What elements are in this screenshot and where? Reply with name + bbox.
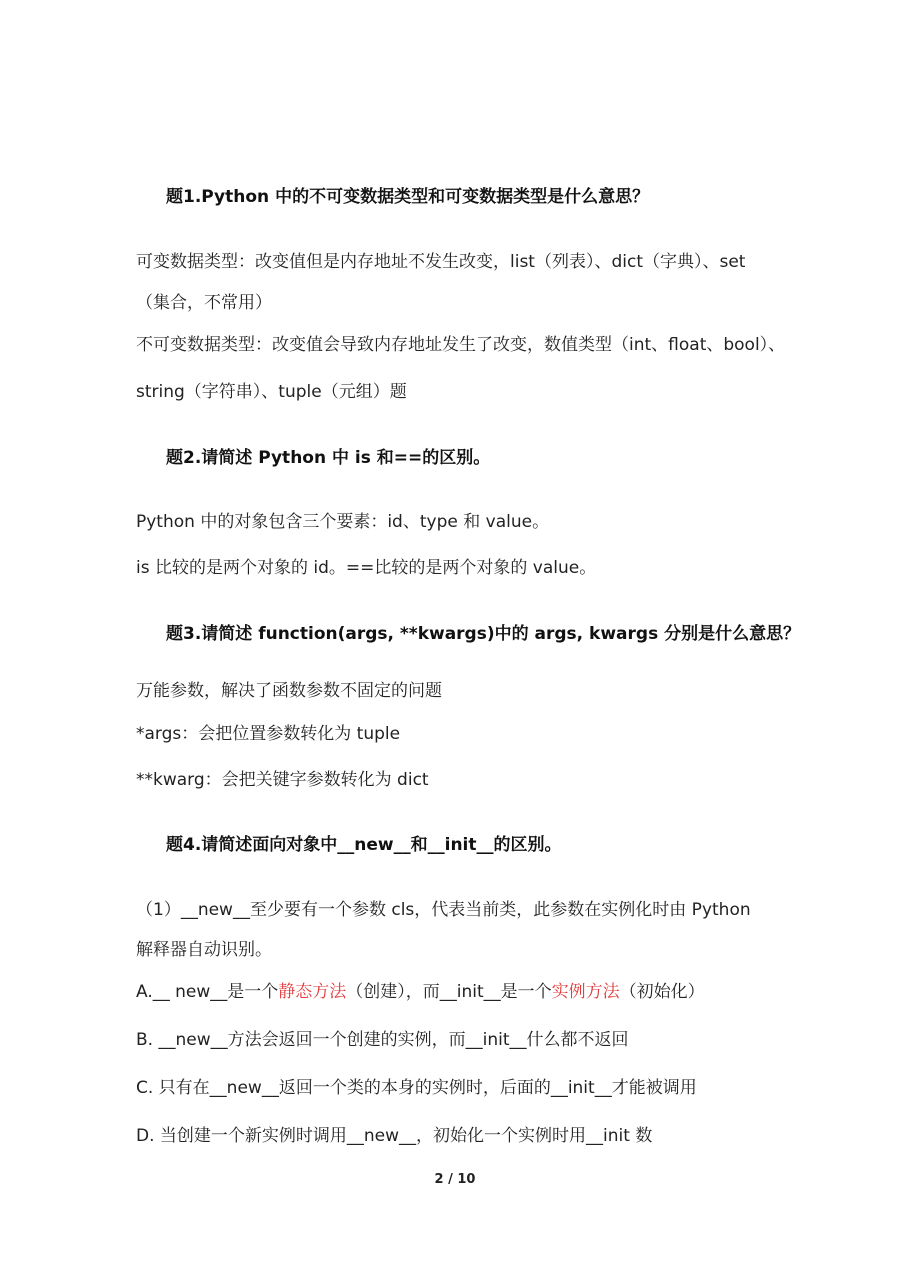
option-c: C. 只有在__new__返回一个类的本身的实例时，后面的__init__才能被调用: [136, 1078, 697, 1098]
answer-2-line-1: Python 中的对象包含三个要素：id、type 和 value。: [136, 512, 550, 532]
answer-1-line-3: 不可变数据类型：改变值会导致内存地址发生了改变，数值类型（int、float、bool）、: [136, 335, 786, 355]
question-1-title: 题1.Python 中的不可变数据类型和可变数据类型是什么意思？: [166, 187, 650, 207]
option-a: [136, 980, 705, 1004]
answer-3-line-2: *args：会把位置参数转化为 tuple: [136, 724, 401, 744]
option-a-highlight-static-method: 静态方法: [278, 982, 347, 1002]
option-a-middle: （创建），而__init__是一个: [346, 982, 552, 1002]
answer-2-line-2: is 比较的是两个对象的 id。==比较的是两个对象的 value。: [136, 558, 597, 578]
option-a-highlight-instance-method: 实例方法: [551, 982, 620, 1002]
answer-1-line-4: string（字符串）、tuple（元组）题: [136, 382, 407, 402]
question-2-title: 题2.请简述 Python 中 is 和==的区别。: [166, 448, 491, 468]
answer-4-line-2: 解释器自动识别。: [136, 940, 272, 960]
answer-1-line-2: （集合，不常用）: [136, 293, 272, 313]
answer-3-line-3: **kwarg：会把关键字参数转化为 dict: [136, 770, 429, 790]
question-4-title: 题4.请简述面向对象中__new__和__init__的区别。: [166, 835, 562, 855]
answer-1-line-1: 可变数据类型：改变值但是内存地址不发生改变，list（列表）、dict（字典）、set: [136, 252, 746, 272]
option-a-prefix: A.__ new__是一个: [136, 982, 279, 1002]
option-a-suffix: （初始化）: [619, 982, 705, 1002]
page-number: 2 / 10: [434, 1172, 476, 1187]
answer-3-line-1: 万能参数，解决了函数参数不固定的问题: [136, 681, 442, 701]
option-d: D. 当创建一个新实例时调用__new__，初始化一个实例时用__init 数: [136, 1126, 653, 1146]
option-b: B. __new__方法会返回一个创建的实例，而__init__什么都不返回: [136, 1030, 629, 1050]
answer-4-line-1: （1）__new__至少要有一个参数 cls，代表当前类，此参数在实例化时由 Python: [136, 900, 751, 920]
question-3-title: 题3.请简述 function(args, **kwargs)中的 args, kwargs 分别是什么意思？: [166, 624, 801, 644]
